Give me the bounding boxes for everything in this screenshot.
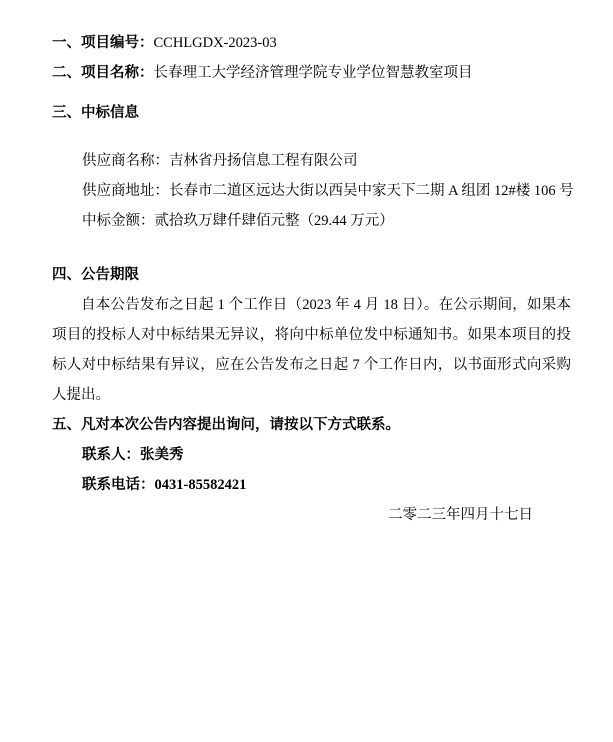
bid-amount-row xyxy=(82,206,571,236)
signature-date: 二零二三年四月十七日 xyxy=(388,507,533,523)
project-number-label: 一、项目编号： xyxy=(52,35,154,51)
supplier-name-value: 吉林省丹扬信息工程有限公司 xyxy=(169,153,358,169)
contact-person-value: 张美秀 xyxy=(140,447,184,463)
project-name-value: 长春理工大学经济管理学院专业学位智慧教室项目 xyxy=(153,65,473,81)
bid-amount-value: 贰拾玖万肆仟肆佰元整（29.44 万元） xyxy=(154,213,394,229)
section-contact-heading: 五、凡对本次公告内容提出询问，请按以下方式联系。 xyxy=(52,417,400,433)
section-period-paragraph: 自本公告发布之日起 1 个工作日（2023 年 4 月 18 日）。在公示期间，如果本项目的投标人对中标结果无异议，将向中标单位发中标通知书。如果本项目的投标人对中标结果有异议，应在公告发布之日起 7 个工作日内，以书面形式向采购人提出。 xyxy=(52,297,571,403)
supplier-name-label: 供应商名称： xyxy=(82,153,169,169)
contact-person-row xyxy=(82,440,571,470)
project-number-line xyxy=(52,28,571,58)
bid-info-block xyxy=(52,146,574,236)
spacer xyxy=(52,236,571,260)
project-name-label: 二、项目名称： xyxy=(52,65,154,81)
contact-phone-value: 0431-85582421 xyxy=(154,477,247,493)
project-number-value: CCHLGDX-2023-03 xyxy=(153,35,277,51)
supplier-address-row xyxy=(82,176,574,206)
supplier-name-row xyxy=(82,146,571,176)
contact-person-label: 联系人： xyxy=(82,447,140,463)
section-bid-heading: 三、中标信息 xyxy=(52,105,139,121)
supplier-address-value: 长春市二道区远达大街以西吴中家天下二期 A 组团 12#楼 106 号 xyxy=(169,183,574,199)
supplier-address-label: 供应商地址： xyxy=(82,183,169,199)
project-name-line xyxy=(52,58,571,88)
section-period-heading: 四、公告期限 xyxy=(52,267,139,283)
contact-phone-label: 联系电话： xyxy=(82,477,155,493)
spacer xyxy=(52,128,571,146)
contact-phone-row xyxy=(82,470,571,500)
bid-amount-label: 中标金额： xyxy=(82,213,155,229)
spacer xyxy=(52,88,571,98)
contact-info-block xyxy=(52,440,571,500)
